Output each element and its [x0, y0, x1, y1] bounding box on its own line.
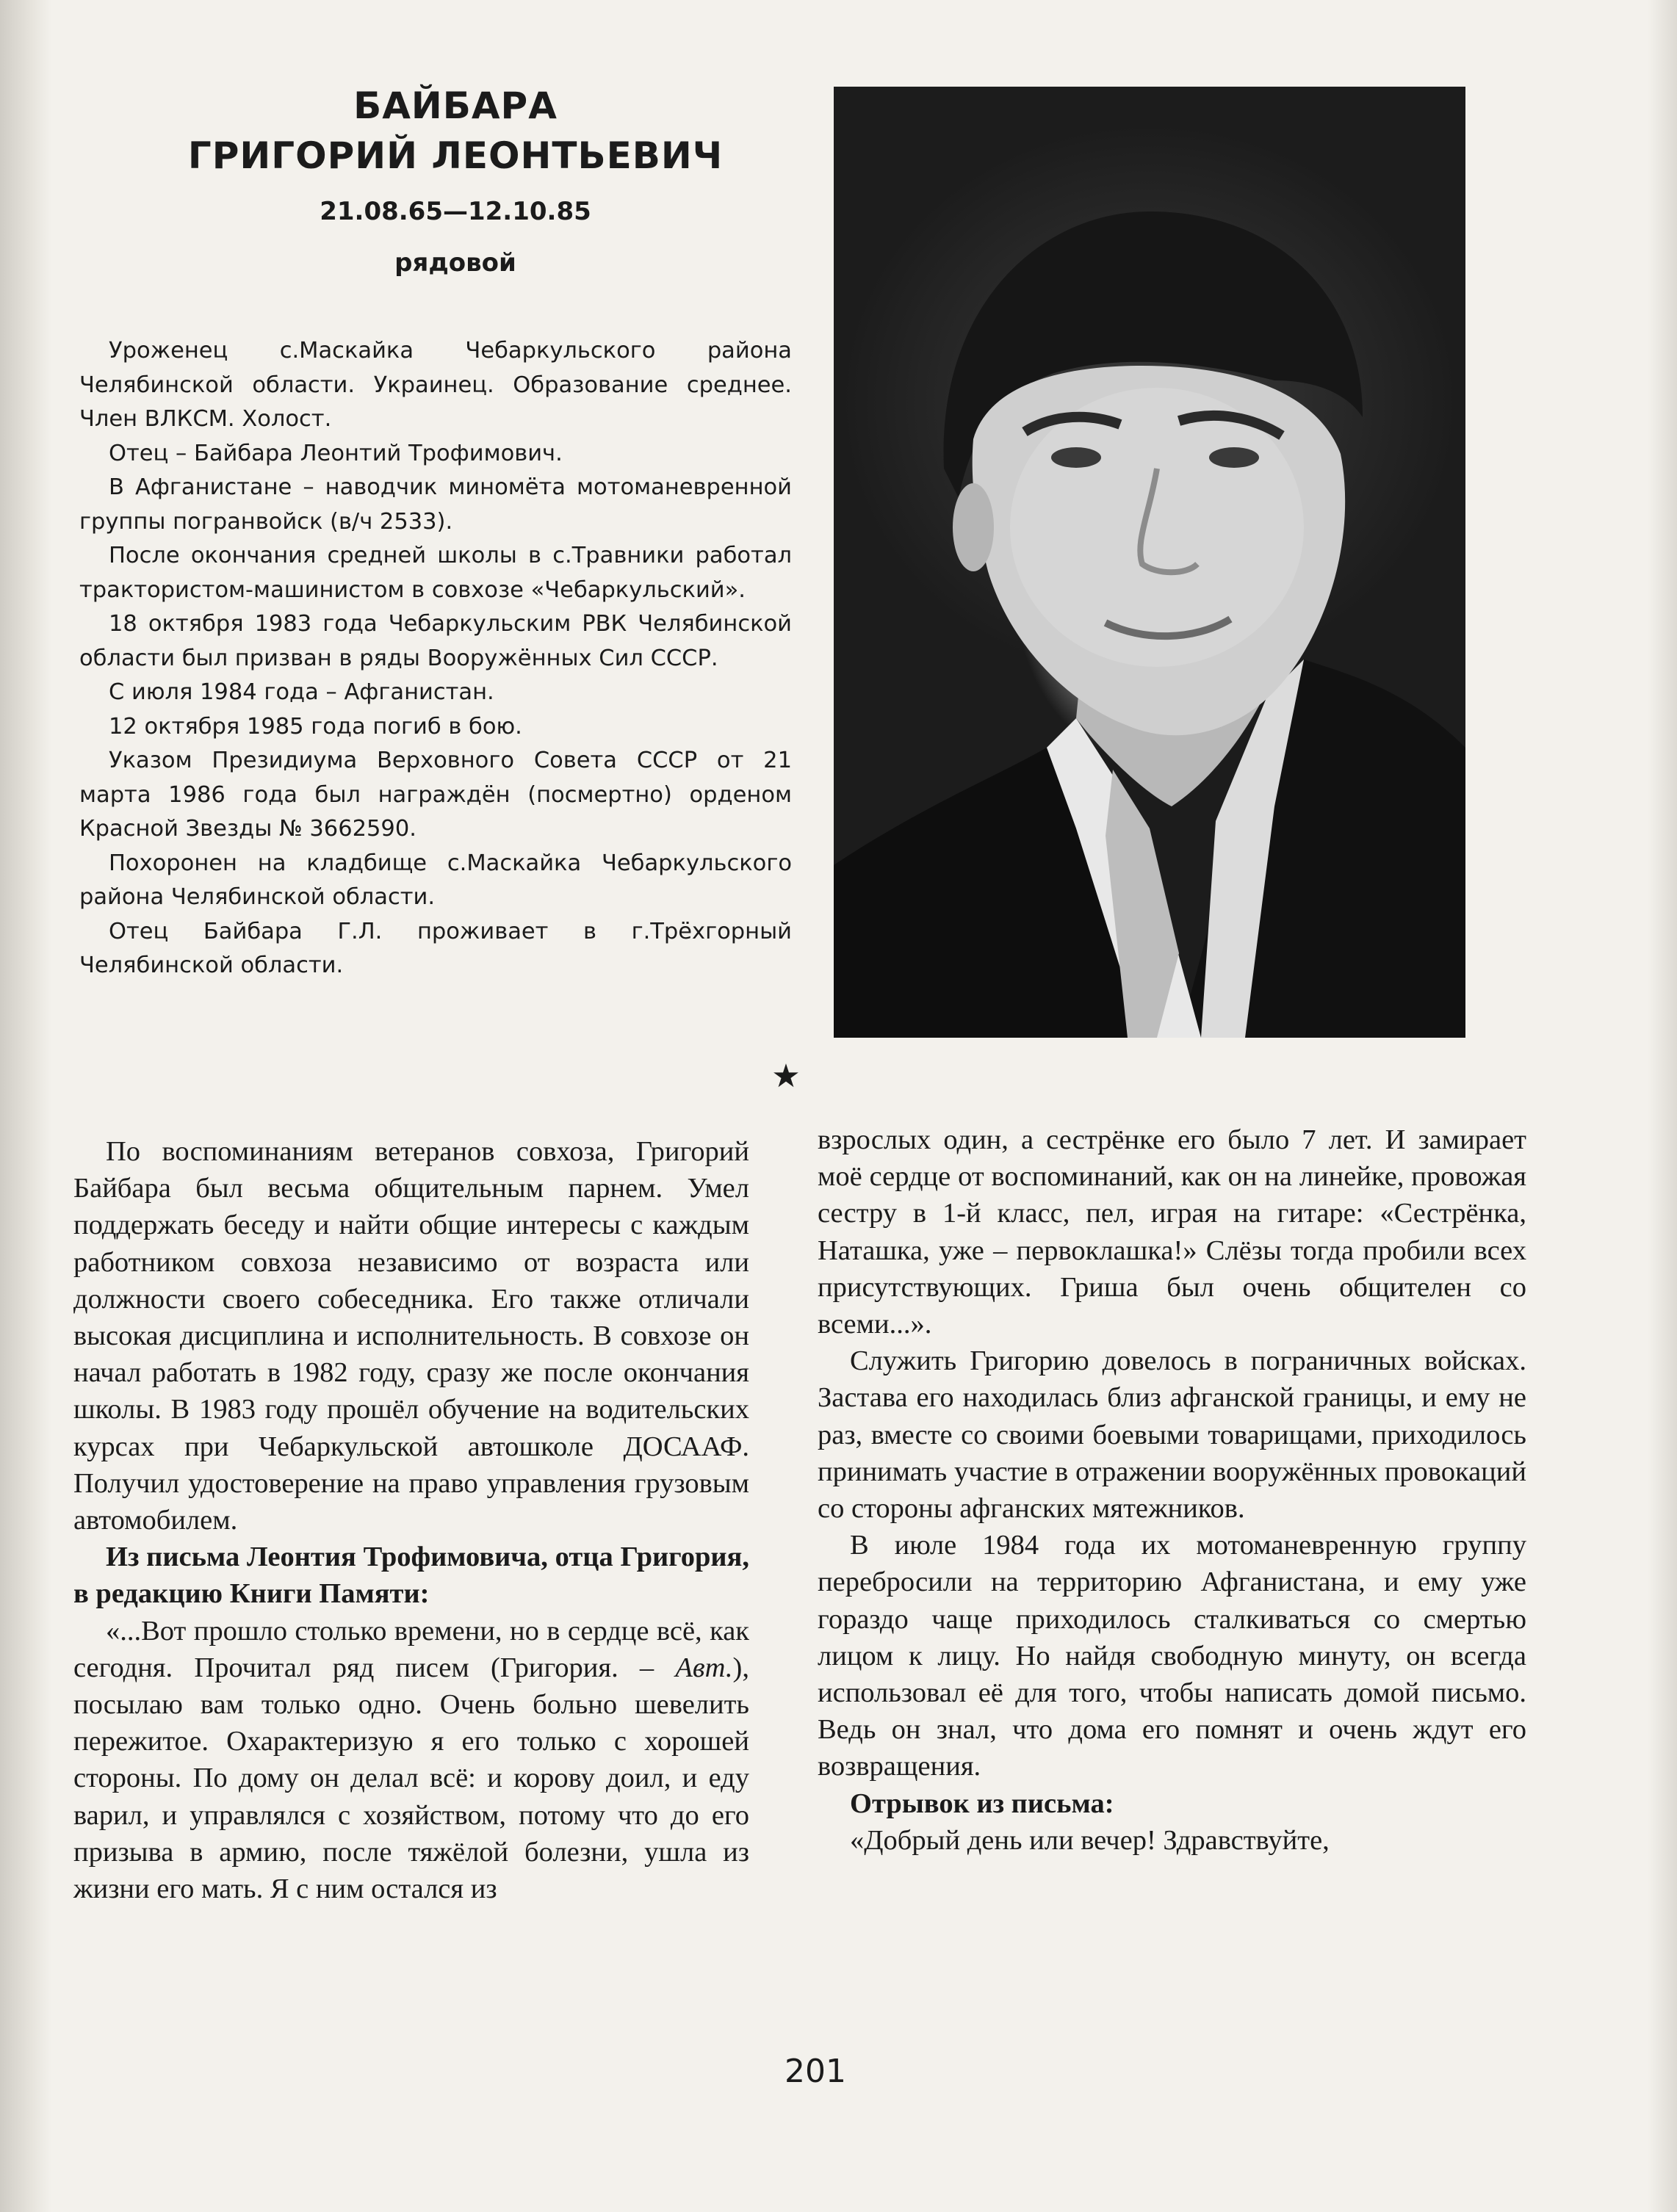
bio-paragraph: Указом Президиума Верховного Совета СССР от 21 марта 1986 года был награждён (посмертно) орденом Красной Звезды № 3662590.: [79, 748, 792, 842]
bio-paragraph: Отец Байбара Г.Л. проживает в г.Трёхгорный Челябинской области.: [79, 918, 792, 978]
section-divider-star: ★: [771, 1058, 801, 1095]
memoir-paragraph: По воспоминаниям ветеранов совхоза, Григорий Байбара был весьма общительным парнем. Умел поддержать беседу и найти общие интересы с каждым работником совхоза независимо от возраста или должности своего собеседника. Его также отличали высокая дисциплина и исполнительность. В совхозе он начал работать в 1982 году, сразу же после окончания школы. В 1983 году прошёл обучение на водительских курсах при Чебаркульской автошколе ДОСААФ. Получил удостоверение на право управления грузовым автомобилем.: [73, 1136, 749, 1536]
military-rank: рядовой: [394, 248, 516, 278]
letter-heading: Из письма Леонтия Трофимовича, отца Григория, в редакцию Книги Памяти:: [73, 1541, 749, 1610]
letter-continuation: взрослых один, а сестрёнке его было 7 лет. И замирает моё сердце от воспоминаний, как он на линейке, провожая сестру в 1-й класс, пел, играя на гитаре: «Сестрёнка, Наташка, уже – первоклашка!» Слёзы тогда пробили всех присутствующих. Гриша был очень общителен со всеми...».: [818, 1124, 1526, 1340]
bio-paragraph: 12 октября 1985 года погиб в бою.: [109, 713, 522, 740]
person-header: [118, 81, 793, 278]
surname: БАЙБАРА: [353, 84, 558, 127]
letter-text-rest: ), посылаю вам только одно. Очень больно шевелить пережитое. Охарактеризую я его только с хорошей стороны. По дому он делал всё: и корову доил, и еду варил, и управлялся с хозяйством, потому что до его призыва в армию, после тяжёлой болезни, ушла из жизни его мать. Я с ним остался из: [73, 1652, 749, 1905]
excerpt-start: «Добрый день или вечер! Здравствуйте,: [850, 1824, 1330, 1856]
life-dates: 21.08.65—12.10.85: [320, 197, 591, 226]
bio-paragraph: Уроженец с.Маскайка Чебаркульского района Челябинской области. Украинец. Образование среднее. Член ВЛКСМ. Холост.: [79, 338, 792, 432]
portrait-silhouette: [834, 87, 1465, 1038]
page-edge-left: [0, 0, 51, 2212]
page-number: 201: [785, 2053, 846, 2090]
portrait-photo: [834, 87, 1465, 1038]
biography: [79, 334, 792, 983]
full-name: ГРИГОРИЙ ЛЕОНТЬЕВИЧ: [187, 134, 724, 177]
bio-paragraph: В Афганистане – наводчик миномёта мотоманевренной группы погранвойск (в/ч 2533).: [79, 474, 792, 535]
author-abbrev: Авт.: [675, 1652, 733, 1683]
service-paragraph: Служить Григорию довелось в пограничных войсках. Застава его находилась близ афганской границы, и ему не раз, вместе со своими боевыми товарищами, приходилось принимать участие в отражении вооружённых провокаций со стороны афганских мятежников.: [818, 1345, 1526, 1525]
page-edge-right: [1648, 0, 1677, 2212]
bio-paragraph: После окончания средней школы в с.Травники работал трактористом-машинистом в совхозе «Чебаркульский».: [79, 543, 792, 603]
bio-paragraph: Отец – Байбара Леонтий Трофимович.: [109, 440, 563, 466]
afghanistan-paragraph: В июле 1984 года их мотоманевренную группу перебросили на территорию Афганистана, и ему уже гораздо чаще приходилось сталкиваться со смертью лицом к лицу. Но найдя свободную минуту, он всегда использовал её для того, чтобы написать домой письмо. Ведь он знал, что дома его помнят и очень ждут его возвращения.: [818, 1530, 1526, 1782]
excerpt-heading: Отрывок из письма:: [850, 1788, 1114, 1819]
letter-text-start: «...Вот прошло столько времени, но в сердце всё, как сегодня. Прочитал ряд писем (Григория. –: [73, 1615, 749, 1683]
right-text-column: [818, 1121, 1526, 1859]
bio-paragraph: 18 октября 1983 года Чебаркульским РВК Челябинской области был призван в ряды Вооружённых Сил СССР.: [79, 611, 792, 671]
bio-paragraph: Похоронен на кладбище с.Маскайка Чебаркульского района Челябинской области.: [79, 850, 792, 910]
bio-paragraph: С июля 1984 года – Афганистан.: [109, 679, 494, 705]
letter-paragraph: [73, 1613, 749, 1908]
left-text-column: [73, 1133, 749, 1907]
